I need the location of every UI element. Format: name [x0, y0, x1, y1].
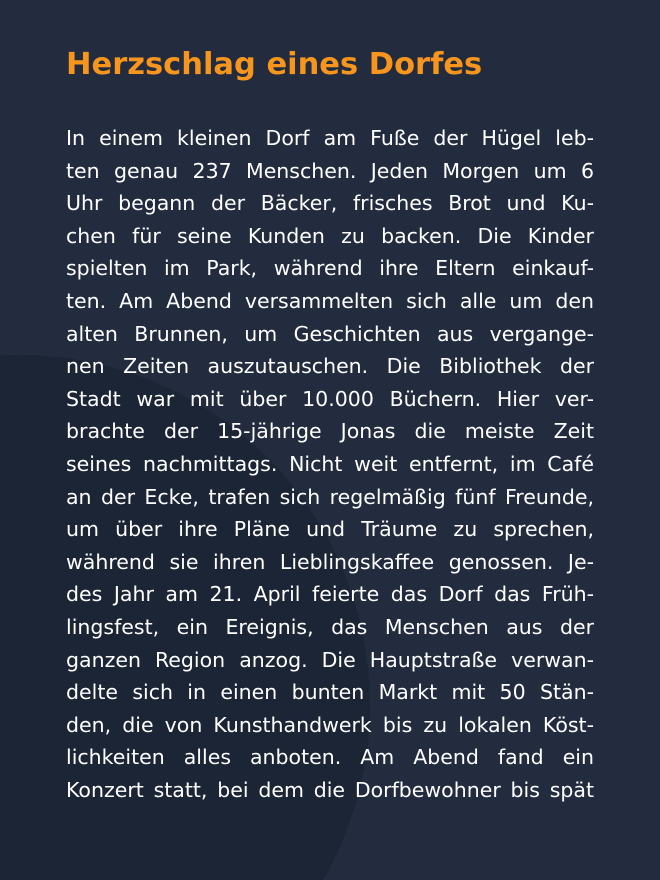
text-line: Stadt war mit über 10.000 Büchern. Hier ver-	[66, 386, 594, 411]
text-line: spielten im Park, während ihre Eltern einkauf-	[66, 256, 594, 281]
page-title: Herzschlag eines Dorfes	[66, 47, 483, 82]
text-line: ten genau 237 Menschen. Jeden Morgen um 6	[66, 158, 594, 183]
text-line: delte sich in einen bunten Markt mit 50 Stän-	[66, 680, 594, 705]
article-body	[66, 122, 594, 806]
text-line: brachte der 15-jährige Jonas die meiste Zeit	[66, 419, 594, 444]
text-line: ten. Am Abend versammelten sich alle um den	[66, 288, 594, 313]
text-line: des Jahr am 21. April feierte das Dorf das Früh-	[66, 582, 594, 607]
text-line: an der Ecke, trafen sich regelmäßig fünf Freunde,	[66, 484, 594, 509]
text-line: um über ihre Pläne und Träume zu sprechen,	[66, 517, 594, 542]
text-line: Uhr begann der Bäcker, frisches Brot und Ku-	[66, 191, 594, 216]
text-line: ganzen Region anzog. Die Hauptstraße verwan-	[66, 647, 594, 672]
text-line: den, die von Kunsthandwerk bis zu lokalen Köst-	[66, 712, 594, 737]
text-line: Konzert statt, bei dem die Dorfbewohner bis spät	[66, 777, 594, 802]
text-line: nen Zeiten auszutauschen. Die Bibliothek der	[66, 354, 594, 379]
text-line: alten Brunnen, um Geschichten aus vergange-	[66, 321, 594, 346]
article	[66, 42, 594, 806]
text-line: während sie ihren Lieblingskaffee genossen. Je-	[66, 549, 594, 574]
text-line: seines nachmittags. Nicht weit entfernt, im Café	[66, 451, 594, 476]
text-line: lingsfest, ein Ereignis, das Menschen aus der	[66, 614, 594, 639]
text-line: lichkeiten alles anboten. Am Abend fand ein	[66, 745, 594, 770]
text-line: chen für seine Kunden zu backen. Die Kinder	[66, 223, 594, 248]
text-line: In einem kleinen Dorf am Fuße der Hügel leb-	[66, 126, 594, 150]
